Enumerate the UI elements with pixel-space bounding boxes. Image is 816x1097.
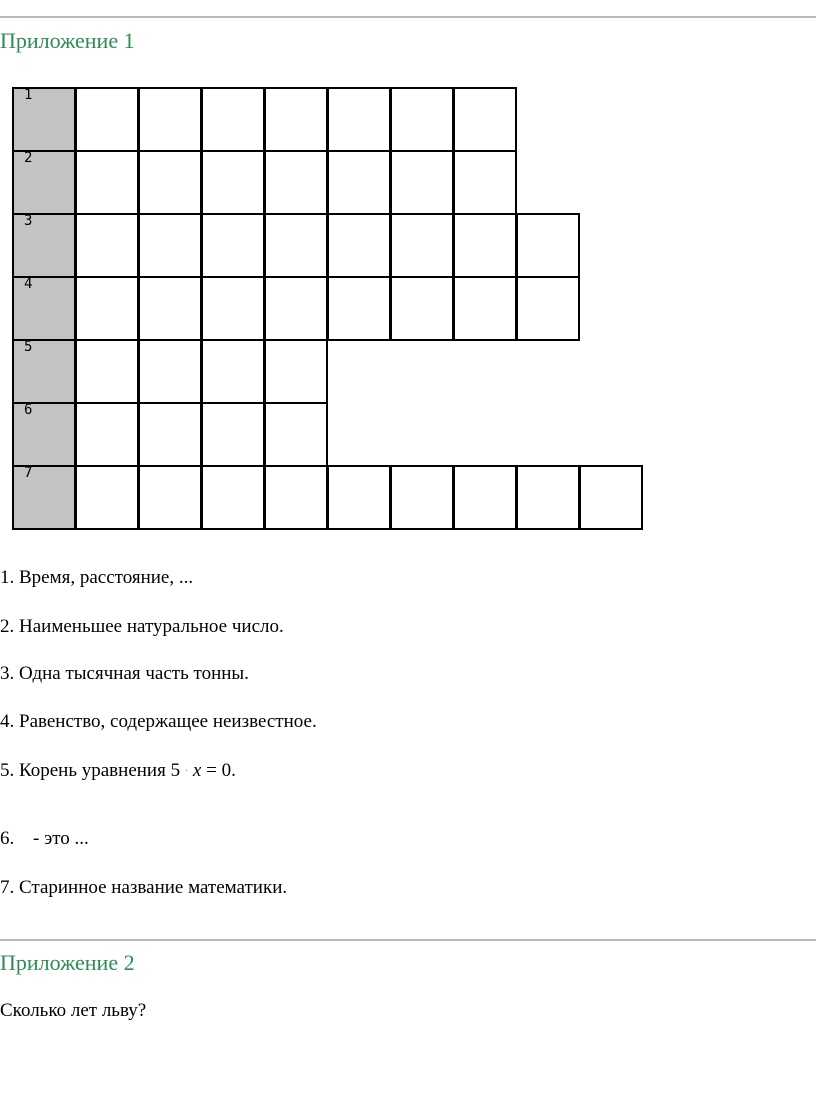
crossword-cell[interactable] xyxy=(390,213,454,278)
middle-divider xyxy=(0,939,816,941)
crossword-cell[interactable] xyxy=(138,465,202,530)
crossword-cell[interactable] xyxy=(138,276,202,341)
crossword-cell[interactable] xyxy=(327,276,391,341)
crossword-cell[interactable] xyxy=(75,339,139,404)
crossword-cell[interactable] xyxy=(453,150,517,215)
crossword-cell[interactable] xyxy=(453,276,517,341)
crossword-cell[interactable] xyxy=(516,465,580,530)
crossword-cell[interactable] xyxy=(264,465,328,530)
clue-7: 7. Старинное название математики. xyxy=(0,877,288,898)
row-number-cell xyxy=(12,465,76,530)
crossword-cell[interactable] xyxy=(138,150,202,215)
crossword-cell[interactable] xyxy=(264,276,328,341)
crossword-cell[interactable] xyxy=(75,276,139,341)
crossword-cell[interactable] xyxy=(516,213,580,278)
crossword-cell[interactable] xyxy=(264,213,328,278)
crossword-cell[interactable] xyxy=(138,402,202,467)
row-number-label: 1 xyxy=(24,87,33,103)
appendix-2-heading: Приложение 2 xyxy=(0,950,135,975)
clue-3: 3. Одна тысячная часть тонны. xyxy=(0,663,249,684)
clue-4: 4. Равенство, содержащее неизвестное. xyxy=(0,711,317,732)
crossword-cell[interactable] xyxy=(201,402,265,467)
row-number-label: 4 xyxy=(24,276,33,292)
crossword-cell[interactable] xyxy=(390,87,454,152)
multiplication-dot: · xyxy=(184,766,189,777)
clue-5-prefix: 5. Корень уравнения 5 xyxy=(0,760,181,781)
crossword-cell[interactable] xyxy=(201,276,265,341)
crossword-cell[interactable] xyxy=(327,465,391,530)
crossword-cell[interactable] xyxy=(264,402,328,467)
crossword-cell[interactable] xyxy=(390,276,454,341)
crossword-cell[interactable] xyxy=(75,402,139,467)
row-number-cell xyxy=(12,87,76,152)
crossword-cell[interactable] xyxy=(453,465,517,530)
crossword-cell[interactable] xyxy=(264,339,328,404)
crossword-cell[interactable] xyxy=(453,87,517,152)
clue-2: 2. Наименьшее натуральное число. xyxy=(0,616,284,637)
row-number-cell xyxy=(12,213,76,278)
row-number-cell xyxy=(12,150,76,215)
row-number-cell xyxy=(12,276,76,341)
crossword-cell[interactable] xyxy=(327,213,391,278)
clue-5-suffix: = 0. xyxy=(201,760,236,781)
row-number-label: 6 xyxy=(24,402,33,418)
row-number-label: 3 xyxy=(24,213,33,229)
crossword-cell[interactable] xyxy=(264,150,328,215)
crossword-cell[interactable] xyxy=(201,465,265,530)
crossword-cell[interactable] xyxy=(453,213,517,278)
crossword-cell[interactable] xyxy=(579,465,643,530)
clue-5 xyxy=(0,760,236,783)
clue-6-number: 6. xyxy=(0,828,15,849)
clue-6-text: - это ... xyxy=(33,828,89,849)
crossword-cell[interactable] xyxy=(75,213,139,278)
clue-6 xyxy=(0,828,89,850)
crossword-cell[interactable] xyxy=(201,150,265,215)
crossword-cell[interactable] xyxy=(390,150,454,215)
row-number-label: 7 xyxy=(24,465,33,481)
crossword-cell[interactable] xyxy=(138,339,202,404)
crossword-cell[interactable] xyxy=(327,87,391,152)
crossword-cell[interactable] xyxy=(327,150,391,215)
crossword-cell[interactable] xyxy=(516,276,580,341)
crossword-cell[interactable] xyxy=(201,213,265,278)
crossword-cell[interactable] xyxy=(75,465,139,530)
crossword-cell[interactable] xyxy=(390,465,454,530)
clue-1: 1. Время, расстояние, ... xyxy=(0,567,194,588)
crossword-cell[interactable] xyxy=(75,87,139,152)
crossword-cell[interactable] xyxy=(75,150,139,215)
crossword-cell[interactable] xyxy=(264,87,328,152)
row-number-cell xyxy=(12,339,76,404)
row-number-label: 2 xyxy=(24,150,33,166)
crossword-cell[interactable] xyxy=(138,87,202,152)
row-number-label: 5 xyxy=(24,339,33,355)
row-number-cell xyxy=(12,402,76,467)
variable-x: x xyxy=(192,760,202,781)
crossword-cell[interactable] xyxy=(201,87,265,152)
appendix-1-heading: Приложение 1 xyxy=(0,28,135,53)
question-lion-age: Сколько лет льву? xyxy=(0,1000,147,1021)
crossword-cell[interactable] xyxy=(138,213,202,278)
crossword-cell[interactable] xyxy=(201,339,265,404)
